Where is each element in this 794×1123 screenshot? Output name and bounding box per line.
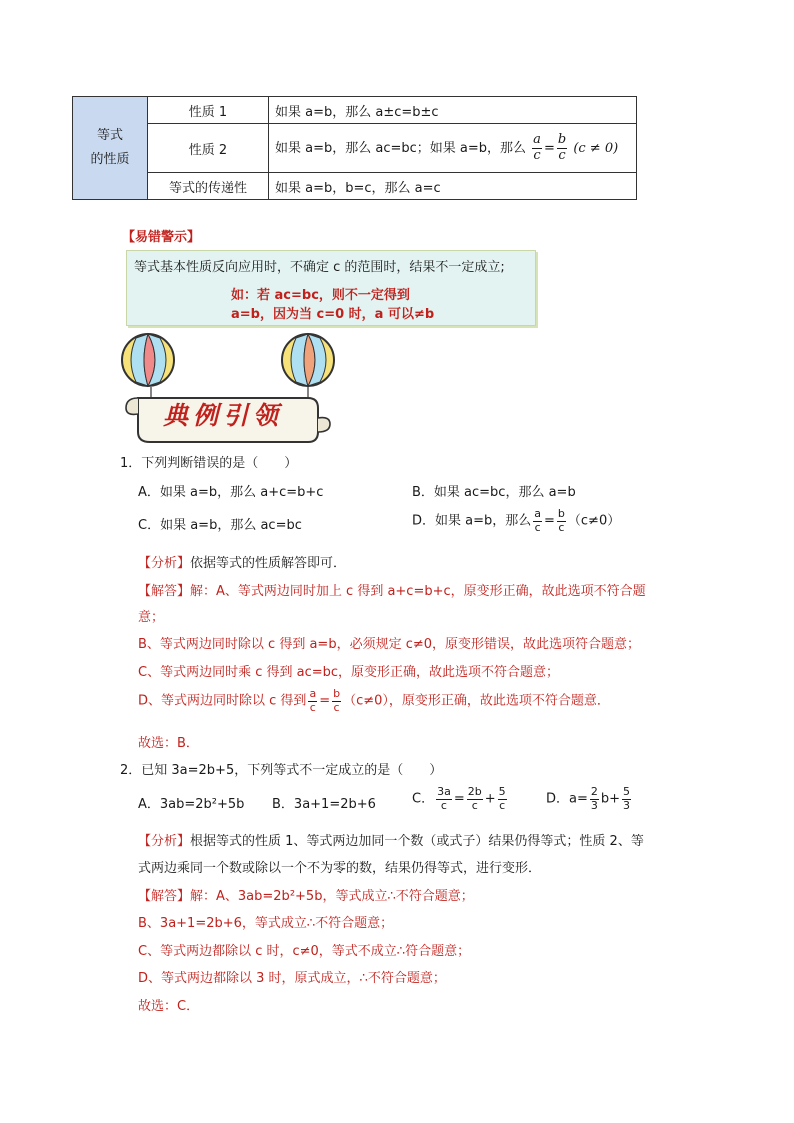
answer-line: B、等式两边同时除以 c 得到 a=b，必须规定 c≠0，原变形错误，故此选项符合题意； — [138, 637, 641, 652]
property-name: 性质 1 — [148, 97, 269, 124]
fraction: $\frac{b}{c}$ — [557, 131, 567, 163]
category-line2: 的性质 — [90, 152, 130, 167]
property-name: 性质 2 — [148, 124, 269, 173]
analysis: 【分析】根据等式的性质 1、等式两边加同一个数（或式子）结果仍得等式；性质 2、等 — [138, 834, 644, 849]
answer-choice: 故选：C． — [138, 999, 200, 1014]
option-d: D．a= $\frac{2}{3}$ b+ $\frac{5}{3}$ — [546, 785, 631, 812]
answer-line: 【解答】解：A、等式两边同时加上 c 得到 a+c=b+c，原变形正确，故此选项不符合题 — [138, 584, 646, 599]
question-stem: 2．已知 3a=2b+5，下列等式不一定成立的是（ ） — [120, 763, 443, 778]
answer-line: D、等式两边都除以 3 时，原式成立，∴不符合题意； — [138, 971, 446, 986]
answer-line: C、等式两边同时乘 c 得到 ac=bc，原变形正确，故此选项不符合题意； — [138, 665, 560, 680]
option-c: C．如果 a=b，那么 ac=bc — [138, 518, 302, 533]
answer-line: 【解答】解：A、3ab=2b²+5b，等式成立∴不符合题意； — [138, 889, 474, 904]
option-d: D．如果 a=b，那么 $\frac{a}{c}$ = $\frac{b}{c}$ （c≠0） — [412, 507, 621, 534]
warning-text: 等式基本性质反向应用时，不确定 c 的范围时，结果不一定成立; — [134, 260, 505, 275]
answer-line: 意； — [138, 610, 165, 625]
fraction: $\frac{3a}{c}$ — [437, 785, 451, 812]
question-stem: 1．下列判断错误的是（ ） — [120, 456, 298, 471]
property-content: 如果 a=b，那么 a±c=b±c — [269, 97, 637, 124]
warning-example: a=b，因为当 c=0 时，a 可以≠b — [231, 307, 435, 322]
table-row — [73, 173, 637, 200]
fraction: $\frac{b}{c}$ — [333, 687, 341, 714]
fraction: $\frac{5}{c}$ — [498, 785, 506, 812]
banner-title: 典例引领 — [162, 401, 283, 430]
properties-table — [72, 96, 637, 200]
warning-title: 【易错警示】 — [122, 230, 201, 245]
warning-example: 如：若 ac=bc，则不一定得到 — [231, 288, 410, 303]
answer-line: C、等式两边都除以 c 时，c≠0，等式不成立∴符合题意； — [138, 944, 471, 959]
fraction: $\frac{a}{c}$ — [534, 507, 542, 534]
analysis: 【分析】依据等式的性质解答即可． — [138, 556, 347, 571]
fraction: $\frac{5}{3}$ — [623, 785, 631, 812]
option-b: B．3a+1=2b+6 — [272, 797, 376, 812]
property-content: 如果 a=b，b=c，那么 a=c — [269, 173, 637, 200]
fraction: $\frac{b}{c}$ — [557, 507, 565, 534]
fraction: $\frac{2}{3}$ — [590, 785, 598, 812]
option-a: A．3ab=2b²+5b — [138, 797, 245, 812]
analysis: 式两边乘同一个数或除以一个不为零的数，结果仍得等式，进行变形． — [138, 861, 542, 876]
answer-line: D、等式两边同时除以 c 得到 $\frac{a}{c}$ = $\frac{b}{c}$ （c≠0），原变形正确，故此选项不符合题意． — [138, 687, 610, 714]
category-line1: 等式 — [96, 128, 123, 143]
answer-choice: 故选：B． — [138, 736, 199, 751]
option-b: B．如果 ac=bc，那么 a=b — [412, 485, 576, 500]
fraction: $\frac{2b}{c}$ — [467, 785, 482, 812]
table-row — [73, 97, 637, 124]
property-name: 等式的传递性 — [148, 173, 269, 200]
table-row — [73, 124, 637, 173]
option-c: C． $\frac{3a}{c}$ = $\frac{2b}{c}$ + $\frac{5}{c}$ — [412, 785, 506, 812]
answer-line: B、3a+1=2b+6，等式成立∴不符合题意； — [138, 916, 394, 931]
fraction: $\frac{a}{c}$ — [309, 687, 317, 714]
property-content: 如果 a=b，那么 ac=bc；如果 a=b，那么 $\frac{a}{c}$ = $\frac{b}{c}$ (c ≠ 0) — [269, 124, 637, 173]
fraction: $\frac{a}{c}$ — [533, 131, 541, 163]
option-a: A．如果 a=b，那么 a+c=b+c — [138, 485, 324, 500]
category-cell — [73, 97, 148, 200]
